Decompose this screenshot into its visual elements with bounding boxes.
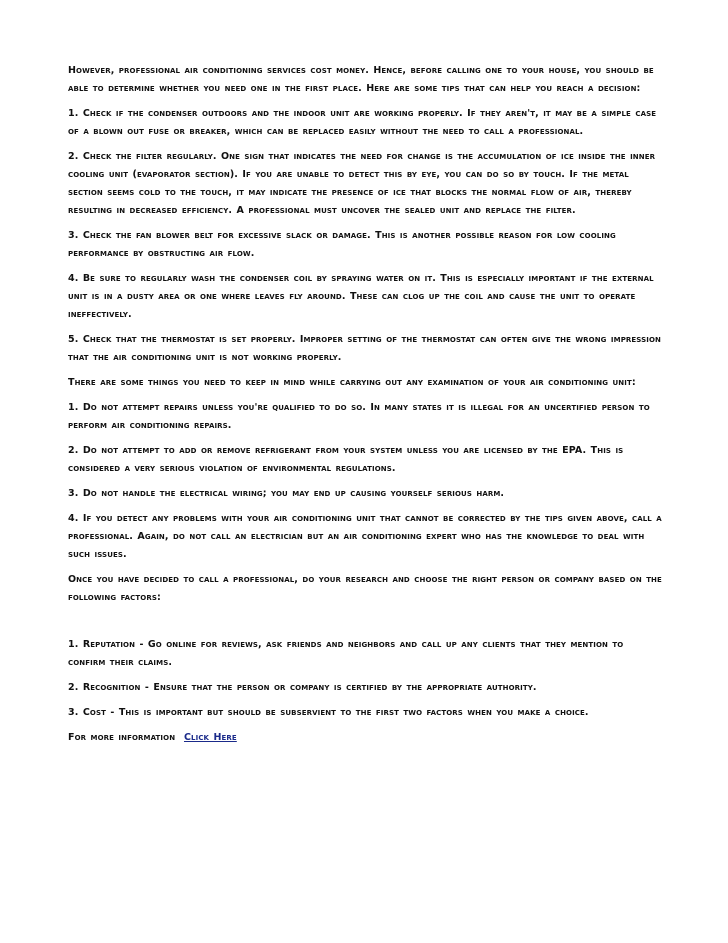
tip-2: 2. Check the filter regularly. One sign that indicates the need for change is the accumulation of ice inside the inner cooling unit (evaporator section). If you are unable to detect this by eye, you can do so by touch. If the metal section seems cold to the touch, it may indicate the presence of ice that blocks the normal flow of air, thereby resulting in decreased efficiency. A professional must uncover the sealed unit and replace the filter. [68,151,656,216]
caution-2: 2. Do not attempt to add or remove refrigerant from your system unless you are licensed by the EPA. This is considered a very serious violation of environmental regulations. [68,445,624,474]
tip-1: 1. Check if the condenser outdoors and the indoor unit are working properly. If they aren't, it may be a simple case of a blown out fuse or breaker, which can be replaced easily without the need to call a professional. [68,108,657,137]
more-info-label: For more information [68,732,176,743]
tip-4: 4. Be sure to regularly wash the condenser coil by spraying water on it. This is especially important if the external unit is in a dusty area or one where leaves fly around. These can clog up the coil and cause the unit to operate ineffectively. [68,273,654,320]
caution-4: 4. If you detect any problems with your air conditioning unit that cannot be corrected by the tips given above, call a professional. Again, do not call an electrician but an air conditioning expert who has the knowledge to deal with such issues. [68,513,662,560]
intro-paragraph: However, professional air conditioning services cost money. Hence, before calling one to your house, you should be able to determine whether you need one in the first place. Here are some tips that can help you reach a decision: [68,65,654,94]
caution-1: 1. Do not attempt repairs unless you're qualified to do so. In many states it is illegal for an uncertified person to perform air conditioning repairs. [68,402,650,431]
factor-2: 2. Recognition - Ensure that the person or company is certified by the appropriate authority. [68,682,537,693]
cautions-intro: There are some things you need to keep in mind while carrying out any examination of your air conditioning unit: [68,377,636,388]
click-here-link[interactable]: Click Here [183,732,237,743]
factor-3: 3. Cost - This is important but should be subservient to the first two factors when you make a choice. [68,707,589,718]
factor-1: 1. Reputation - Go online for reviews, ask friends and neighbors and call up any clients that they mention to confirm their claims. [68,639,624,668]
tip-5: 5. Check that the thermostat is set properly. Improper setting of the thermostat can often give the wrong impression that the air conditioning unit is not working properly. [68,334,661,363]
spacer [68,614,664,636]
tip-3: 3. Check the fan blower belt for excessive slack or damage. This is another possible reason for low cooling performance by obstructing air flow. [68,230,616,259]
factors-intro: Once you have decided to call a professional, do your research and choose the right person or company based on the following factors: [68,574,662,603]
caution-3: 3. Do not handle the electrical wiring; you may end up causing yourself serious harm. [68,488,505,499]
more-info-line [68,729,664,747]
document-body [68,62,664,754]
